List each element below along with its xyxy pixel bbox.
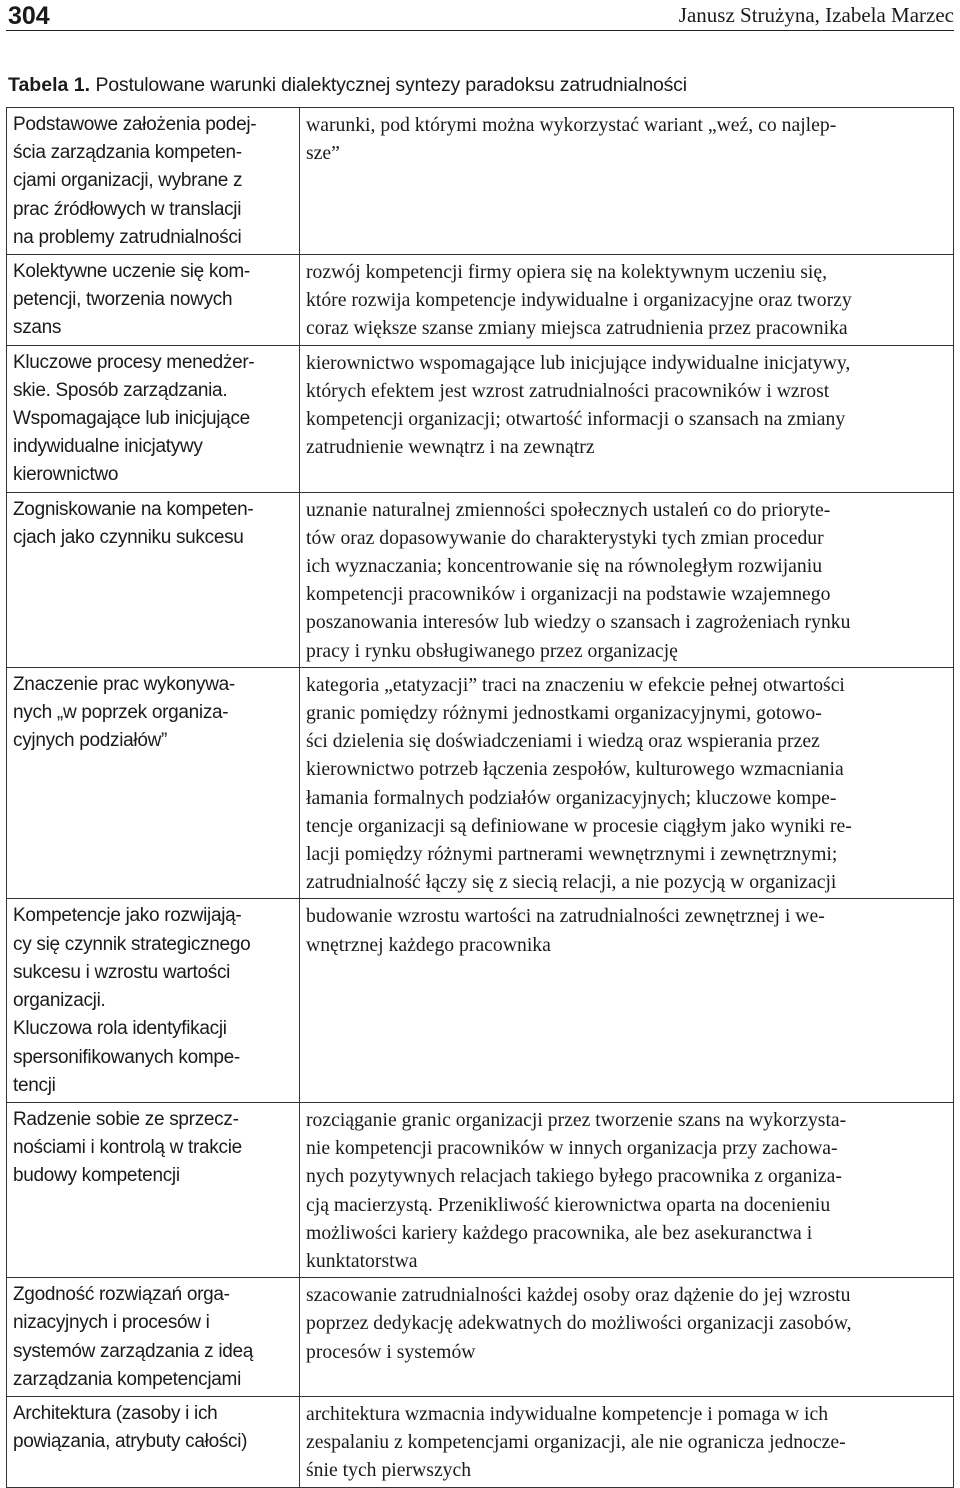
text-line: sukcesu i wzrostu wartości (13, 961, 231, 983)
text-line: Kluczowa rola identyfikacji (13, 1018, 227, 1040)
text-line: pracy i rynku obsługiwanego przez organizację (306, 639, 678, 662)
table-cell-condition (300, 492, 954, 667)
text-line: organizacji. (13, 990, 106, 1012)
text-line: które rozwija kompetencje indywidualne i organizacyjne oraz tworzy (306, 289, 852, 312)
table-row (7, 1396, 954, 1487)
text-line: kierownictwo wspomagające lub inicjujące indywidualne inicjatywy, (306, 351, 851, 374)
text-line: procesów i systemów (306, 1340, 476, 1363)
table-cell-condition (300, 1396, 954, 1487)
text-line: spersonifikowanych kompe- (13, 1046, 240, 1068)
text-line: tów oraz dopasowywanie do charakterystyki tych zmian procedur (306, 526, 824, 549)
text-line: skie. Sposób zarządzania. (13, 379, 228, 401)
table-row (7, 1278, 954, 1397)
text-line: architektura wzmacnia indywidualne kompetencje i pomaga w ich (306, 1402, 829, 1425)
table-row (7, 345, 954, 492)
text-line: kompetencji organizacji; otwartość informacji o szansach na zmiany (306, 408, 846, 431)
text-line: poszanowania interesów lub wiedzy o szansach i zagrożeniach rynku (306, 611, 851, 634)
text-line: petencji, tworzenia nowych (13, 289, 233, 311)
text-line: kunktatorstwa (306, 1249, 418, 1272)
text-line: nościami i kontrolą w trakcie (13, 1137, 242, 1159)
table-cell-principle (7, 667, 300, 899)
text-line: zatrudnienie wewnątrz i na zewnątrz (306, 436, 595, 459)
text-line: Zgodność rozwiązań orga- (13, 1284, 230, 1306)
running-head-authors: Janusz Strużyna, Izabela Marzec (678, 3, 954, 27)
text-line: rozwój kompetencji firmy opiera się na kolektywnym uczeniu się, (306, 261, 828, 284)
table-caption-label: Tabela 1. (8, 74, 91, 96)
text-line: szans (13, 317, 62, 339)
text-line: kierownictwo potrzeb łączenia zespołów, kulturowego wzmacniania (306, 758, 844, 781)
table-row (7, 1102, 954, 1277)
text-line: nie kompetencji pracowników w innych organizacja przy zachowa- (306, 1137, 838, 1160)
text-line: Zogniskowanie na kompeten- (13, 498, 254, 520)
text-line: ścia zarządzania kompeten- (13, 142, 242, 164)
text-line: Kolektywne uczenie się kom- (13, 261, 250, 283)
table-cell-principle (7, 345, 300, 492)
text-line: Znaczenie prac wykonywa- (13, 673, 235, 695)
conditions-table (6, 107, 954, 1488)
text-line: tencji (13, 1074, 56, 1096)
text-line: rozciąganie granic organizacji przez tworzenie szans na wykorzysta- (306, 1108, 847, 1131)
table-body (7, 108, 954, 1488)
text-line: warunki, pod którymi można wykorzystać wariant „weź, co najlep- (306, 114, 837, 136)
text-line: Kluczowe procesy menedżer- (13, 351, 255, 373)
text-line: nych pozytywnych relacjach takiego byłego pracownika z organiza- (306, 1165, 842, 1188)
text-line: cją macierzystą. Przenikliwość kierownictwa oparta na docenieniu (306, 1193, 831, 1216)
table-cell-principle (7, 899, 300, 1102)
text-line: Radzenie sobie ze sprzecz- (13, 1108, 239, 1130)
table-cell-condition (300, 345, 954, 492)
table-cell-principle (7, 1102, 300, 1277)
text-line: zespalaniu z kompetencjami organizacji, ale nie ogranicza jednocze- (306, 1431, 846, 1454)
table-cell-condition (300, 899, 954, 1102)
text-line: ich wyznaczania; koncentrowanie się na równoległym rozwijaniu (306, 555, 823, 578)
text-line: lacji pomiędzy różnymi partnerami wewnętrznymi i zewnętrznymi; (306, 843, 838, 866)
text-line: śnie tych pierwszych (306, 1459, 472, 1482)
table-caption (8, 72, 948, 98)
table-cell-principle (7, 1396, 300, 1487)
text-line: tencje organizacji są definiowane w procesie ciągłym jako wyniki re- (306, 814, 852, 837)
text-line: na problemy zatrudnialności (13, 226, 242, 248)
table-cell-condition (300, 108, 954, 255)
table-caption-text: Postulowane warunki dialektycznej syntezy paradoksu zatrudnialności (95, 74, 687, 96)
text-line: Architektura (zasoby i ich (13, 1402, 218, 1424)
text-line: systemów zarządzania z ideą (13, 1340, 254, 1362)
table-row (7, 255, 954, 346)
text-line: których efektem jest wzrost zatrudnialności pracowników i wzrost (306, 379, 830, 402)
text-line: granic pomiędzy różnymi jednostkami organizacyjnymi, gotowo- (306, 702, 822, 725)
table-cell-condition (300, 1278, 954, 1397)
text-line: cy się czynnik strategicznego (13, 933, 251, 955)
table-cell-principle (7, 492, 300, 667)
text-line: budowanie wzrostu wartości na zatrudnialności zewnętrznej i we- (306, 905, 825, 928)
text-line: uznanie naturalnej zmienności społecznych ustaleń co do prioryte- (306, 498, 831, 521)
text-line: Podstawowe założenia podej- (13, 114, 257, 135)
table-cell-principle (7, 108, 300, 255)
text-line: łamania formalnych podziałów organizacyjnych; kluczowe kompe- (306, 786, 837, 809)
text-line: ści dzielenia się doświadczeniami i wiedzą oraz wspierania przez (306, 730, 820, 753)
table-row (7, 108, 954, 255)
text-line: cyjnych podziałów” (13, 730, 168, 752)
page-header (6, 0, 954, 31)
page-number: 304 (8, 2, 50, 30)
table-cell-principle (7, 1278, 300, 1397)
text-line: poprzez dedykację adekwatnych do możliwości organizacji zasobów, (306, 1312, 852, 1335)
text-line: kompetencji pracowników i organizacji na podstawie wzajemnego (306, 583, 831, 606)
table-cell-condition (300, 1102, 954, 1277)
text-line: coraz większe szanse zmiany miejsca zatrudnienia przez pracownika (306, 317, 848, 340)
text-line: powiązania, atrybuty całości) (13, 1431, 248, 1453)
text-line: budowy kompetencji (13, 1165, 180, 1187)
text-line: kategoria „etatyzacji” traci na znaczeniu w efekcie pełnej otwartości (306, 673, 845, 696)
text-line: Kompetencje jako rozwijają- (13, 905, 242, 927)
table-cell-condition (300, 255, 954, 346)
table-cell-principle (7, 255, 300, 346)
text-line: nizacyjnych i procesów i (13, 1312, 210, 1334)
text-line: Wspomagające lub inicjujące (13, 408, 250, 430)
text-line: zatrudnialność łączy się z siecią relacji, a nie pozycją w organizacji (306, 871, 837, 894)
text-line: indywidualne inicjatywy (13, 436, 203, 458)
text-line: wnętrznej każdego pracownika (306, 933, 551, 956)
table-cell-condition (300, 667, 954, 899)
text-line: kierownictwo (13, 464, 119, 486)
text-line: zarządzania kompetencjami (13, 1368, 242, 1390)
table-row (7, 492, 954, 667)
table-row (7, 667, 954, 899)
text-line: prac źródłowych w translacji (13, 198, 242, 220)
text-line: cjach jako czynniku sukcesu (13, 526, 244, 548)
text-line: nych „w poprzek organiza- (13, 702, 229, 724)
table-row (7, 899, 954, 1102)
text-line: możliwości kariery każdego pracownika, ale bez asekuranctwa i (306, 1221, 813, 1244)
text-line: sze” (306, 142, 340, 165)
text-line: cjami organizacji, wybrane z (13, 170, 243, 192)
text-line: szacowanie zatrudnialności każdej osoby oraz dążenie do jej wzrostu (306, 1284, 851, 1307)
